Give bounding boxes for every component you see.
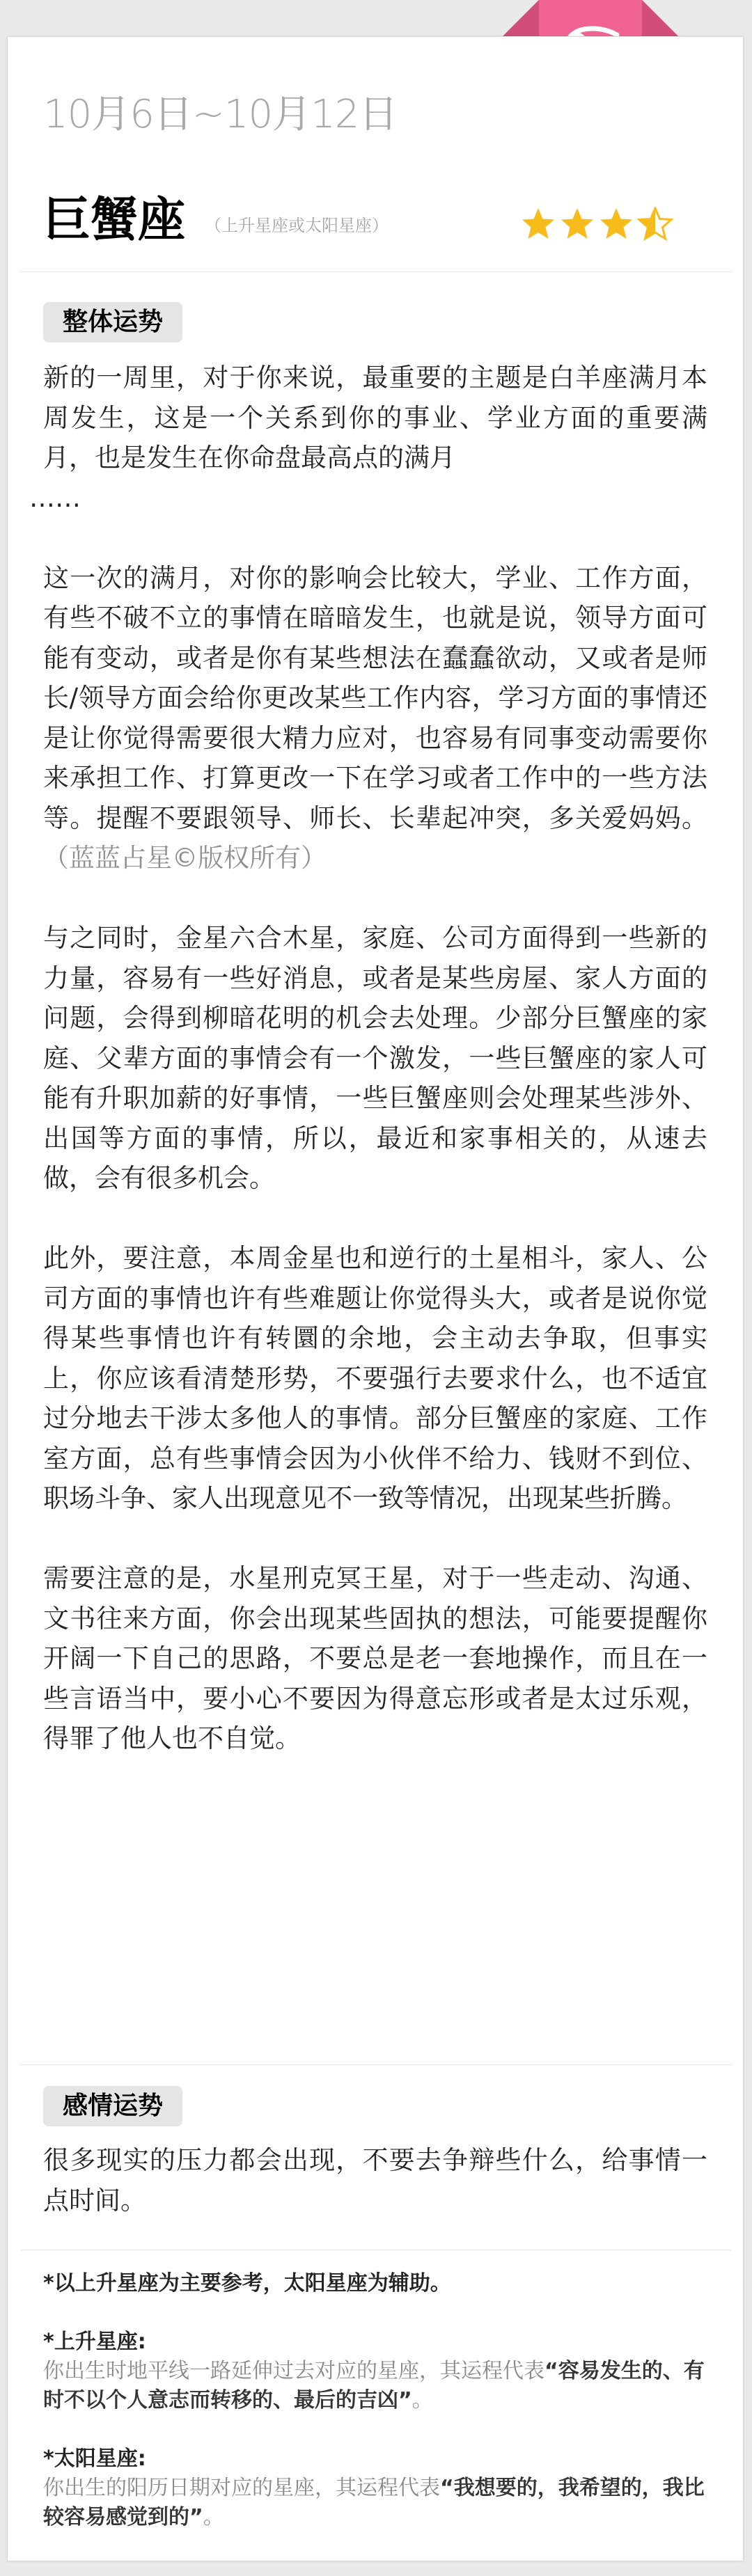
footnotes	[43, 2269, 712, 2561]
date-range: 10月6日~10月12日	[43, 92, 398, 137]
note-sun-body: 你出生的阳历日期对应的星座，其运程代表	[43, 2476, 440, 2500]
love-body	[43, 2140, 707, 2220]
note-rising-emphasis: “容易发生的、有时不以个人意志而转移的、最后的吉凶”	[43, 2359, 705, 2412]
sign-title: 巨蟹座	[43, 193, 186, 248]
overall-paragraph-1	[29, 358, 707, 518]
sign-note: （上升星座或太阳星座）	[205, 216, 389, 235]
love-paragraph-1: 很多现实的压力都会出现，不要去争辩些什么，给事情一点时间。	[43, 2145, 707, 2215]
note-sun-end: 。	[203, 2505, 224, 2529]
overall-tag: 整体运势	[43, 302, 182, 342]
section-divider	[21, 2064, 731, 2065]
star-icon	[600, 208, 632, 239]
note-sun	[43, 2444, 712, 2532]
note-rising-end: 。	[412, 2388, 433, 2412]
half-star-icon	[639, 208, 671, 239]
note-rising	[43, 2328, 712, 2415]
overall-body	[29, 358, 707, 1759]
overall-paragraph-3: 与之同时，金星六合木星，家庭、公司方面得到一些新的力量，容易有一些好消息，或者是某些房屋、家人方面的问题，会得到柳暗花明的机会去处理。少部分巨蟹座的家庭、父辈方面的事情会有一个激发，一些巨蟹座的家人可能有升职加薪的好事情，一些巨蟹座则会处理某些涉外、出国等方面的事情，所以，最近和家事相关的，从速去做，会有很多机会。	[43, 923, 707, 1193]
love-tag: 感情运势	[43, 2086, 182, 2126]
rating-stars	[521, 207, 681, 242]
note-rising-text	[43, 2357, 712, 2415]
note-rising-title: *上升星座:	[43, 2330, 146, 2354]
copyright-note: （蓝蓝占星©版权所有）	[43, 843, 327, 873]
note-sun-text	[43, 2474, 712, 2532]
overall-paragraph-2	[43, 558, 707, 878]
star-icon	[522, 208, 554, 239]
note-sun-emphasis: “我想要的，我希望的，我比较容易感觉到的”	[43, 2476, 705, 2529]
note-rising-body: 你出生时地平线一路延伸过去对应的星座，其运程代表	[43, 2359, 545, 2383]
overall-paragraph-4: 此外，要注意，本周金星也和逆行的土星相斗，家人、公司方面的事情也许有些难题让你觉得头大，或者是说你觉得某些事情也许有转圜的余地，会主动去争取，但事实上，你应该看清楚形势，不要强行去要求什么，也不适宜过分地去干涉太多他人的事情。部分巨蟹座的家庭、工作室方面，总有些事情会因为小伙伴不给力、钱财不到位、职场斗争、家人出现意见不一致等情况，出现某些折腾。	[43, 1243, 707, 1513]
overall-paragraph-5: 需要注意的是，水星刑克冥王星，对于一些走动、沟通、文书往来方面，你会出现某些固执的想法，可能要提醒你开阔一下自己的思路，不要总是老一套地操作，而且在一些言语当中，要小心不要因为得意忘形或者是太过乐观，得罪了他人也不自觉。	[43, 1563, 707, 1753]
header-divider	[21, 271, 731, 272]
overall-text-1: 新的一周里，对于你来说，最重要的主题是白羊座满月本周发生，这是一个关系到你的事业、学业方面的重要满月，也是发生在你命盘最高点的满月	[43, 363, 707, 473]
ellipsis: ……	[29, 482, 81, 513]
overall-text-2: 这一次的满月，对你的影响会比较大，学业、工作方面，有些不破不立的事情在暗暗发生，也就是说，领导方面可能有变动，或者是你有某些想法在蠢蠢欲动，又或者是师长/领导方面会给你更改某些工作内容，学习方面的事情还是让你觉得需要很大精力应对，也容易有同事变动需要你来承担工作、打算更改一下在学习或者工作中的一些方法等。提醒不要跟领导、师长、长辈起冲突，多关爱妈妈。	[43, 562, 707, 833]
star-icon	[561, 208, 593, 239]
note-sun-title: *太阳星座:	[43, 2447, 146, 2471]
note-main: *以上升星座为主要参考，太阳星座为辅助。	[43, 2271, 451, 2296]
